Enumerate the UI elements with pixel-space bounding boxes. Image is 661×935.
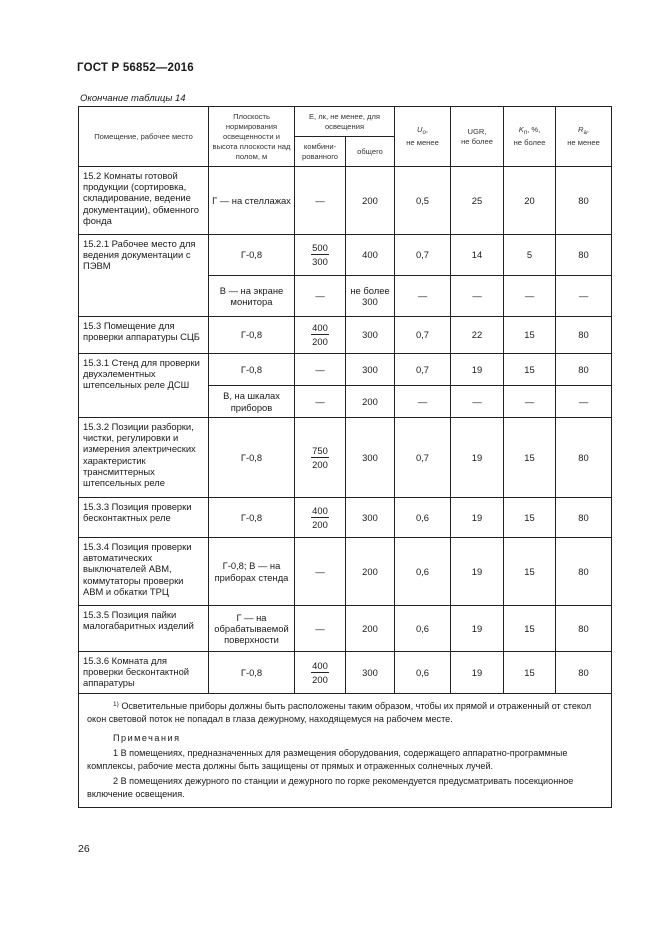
header-e-combined: комбини-рованного <box>295 137 346 167</box>
kp-cell: 15 <box>504 317 556 354</box>
kp-cell: 15 <box>504 498 556 538</box>
fraction-denominator: 200 <box>312 673 328 685</box>
kp-cell: — <box>504 386 556 418</box>
table-row <box>79 498 612 538</box>
ra-unit: , <box>586 125 589 134</box>
kp-cell: 15 <box>504 538 556 606</box>
e-general-cell: 200 <box>346 606 395 652</box>
lighting-norms-table <box>78 106 612 808</box>
ra-cell: 80 <box>556 354 612 386</box>
notes-row <box>79 694 612 808</box>
kp-cell: 5 <box>504 235 556 276</box>
ra-cell: 80 <box>556 538 612 606</box>
ugr-symbol: UGR, <box>467 126 487 136</box>
uo-cell: — <box>395 386 451 418</box>
kp-symbol: K <box>518 125 524 134</box>
table-row <box>79 317 612 354</box>
kp-sub: п <box>523 130 528 136</box>
uo-cell: 0,6 <box>395 652 451 694</box>
e-general-cell: 300 <box>346 498 395 538</box>
e-combined-cell: — <box>295 167 346 235</box>
uo-cell: 0,6 <box>395 538 451 606</box>
room-cell: 15.3.5 Позиция пайки малогабаритных изделий <box>79 606 209 652</box>
kp-label: не более <box>513 138 546 147</box>
ugr-cell: — <box>451 386 504 418</box>
e-combined-cell <box>295 418 346 498</box>
ra-cell: 80 <box>556 498 612 538</box>
plane-cell: Г-0,8; В — на приборах стенда <box>209 538 295 606</box>
kp-cell: — <box>504 276 556 317</box>
kp-unit: , %, <box>527 125 541 134</box>
header-e-general: общего <box>346 137 395 167</box>
fraction-numerator: 400 <box>312 659 328 671</box>
e-combined-fraction <box>311 660 329 685</box>
note-item: 2 В помещениях дежурного по станции и дежурного по горке рекомендуется предусматривать посекционное включение освещения. <box>87 776 574 799</box>
kp-cell: 20 <box>504 167 556 235</box>
header-room: Помещение, рабочее место <box>79 107 209 167</box>
ra-cell: 80 <box>556 167 612 235</box>
e-general-cell: 300 <box>346 354 395 386</box>
uo-cell: 0,5 <box>395 167 451 235</box>
fraction-denominator: 200 <box>312 518 328 530</box>
header-e-group: E, лк, не менее, для освещения <box>295 107 395 137</box>
ra-label: не менее <box>567 138 600 147</box>
ra-sub: a <box>583 130 587 136</box>
room-cell: 15.3.6 Комната для проверки бесконтактной аппаратуры <box>79 652 209 694</box>
e-general-cell: 200 <box>346 386 395 418</box>
room-cell: 15.2 Комнаты готовой продукции (сортировка, складирование, ведение документации), обменного фонда <box>79 167 209 235</box>
e-combined-cell <box>295 498 346 538</box>
plane-cell: Г-0,8 <box>209 418 295 498</box>
footnote-text: Осветительные приборы должны быть расположены таким образом, чтобы их прямой и отраженный от стекол окон световой поток не попадал в глаза дежурному, находящемуся на рабочем месте. <box>87 701 592 724</box>
e-general-cell: 200 <box>346 538 395 606</box>
ugr-cell: 22 <box>451 317 504 354</box>
notes-title: Примечания <box>113 733 181 743</box>
e-general-cell: не более 300 <box>346 276 395 317</box>
kp-cell: 15 <box>504 652 556 694</box>
table-row <box>79 235 612 276</box>
uo-sub: o <box>422 130 426 136</box>
table-row <box>79 606 612 652</box>
e-combined-cell: — <box>295 354 346 386</box>
ugr-cell: — <box>451 276 504 317</box>
e-combined-cell: — <box>295 538 346 606</box>
ugr-cell: 25 <box>451 167 504 235</box>
note-item: 1 В помещениях, предназначенных для размещения оборудования, содержащего аппаратно-программные комплексы, рабочие места должны быть защищены от прямых и отраженных солнечных лучей. <box>87 748 568 771</box>
table-row <box>79 538 612 606</box>
room-cell: 15.3.1 Стенд для проверки двухэлементных штепсельных реле ДСШ <box>79 354 209 418</box>
uo-cell: 0,6 <box>395 498 451 538</box>
fraction-numerator: 750 <box>312 444 328 456</box>
plane-cell: Г-0,8 <box>209 354 295 386</box>
table-row <box>79 354 612 386</box>
plane-cell: Г — на стеллажах <box>209 167 295 235</box>
header-uo: $U_o$, не менее <box>395 107 451 167</box>
ra-cell: 80 <box>556 652 612 694</box>
ugr-cell: 19 <box>451 418 504 498</box>
kp-cell: 15 <box>504 354 556 386</box>
kp-cell: 15 <box>504 418 556 498</box>
e-combined-cell <box>295 317 346 354</box>
plane-cell: В — на экране монитора <box>209 276 295 317</box>
fraction-denominator: 200 <box>312 458 328 470</box>
footnote-mark: 1) <box>113 701 119 708</box>
ra-cell: 80 <box>556 418 612 498</box>
table-row <box>79 167 612 235</box>
room-cell: 15.3.3 Позиция проверки бесконтактных реле <box>79 498 209 538</box>
e-combined-cell: — <box>295 276 346 317</box>
table-caption: Окончание таблицы 14 <box>80 93 186 104</box>
plane-cell: Г-0,8 <box>209 498 295 538</box>
plane-cell: Г — на обрабатываемой поверхности <box>209 606 295 652</box>
ugr-cell: 19 <box>451 354 504 386</box>
uo-cell: 0,6 <box>395 606 451 652</box>
e-combined-fraction <box>311 445 329 470</box>
ra-cell: 80 <box>556 317 612 354</box>
e-combined-cell: — <box>295 606 346 652</box>
fraction-numerator: 500 <box>312 242 328 254</box>
e-general-cell: 300 <box>346 317 395 354</box>
page-number: 26 <box>78 843 90 855</box>
uo-symbol: U <box>417 125 423 134</box>
uo-label: не менее <box>406 138 439 147</box>
room-cell: 15.3 Помещение для проверки аппаратуры СЦБ <box>79 317 209 354</box>
uo-cell: — <box>395 276 451 317</box>
e-combined-fraction <box>311 242 329 267</box>
e-combined-fraction <box>311 322 329 347</box>
e-general-cell: 300 <box>346 652 395 694</box>
e-general-cell: 200 <box>346 167 395 235</box>
fraction-numerator: 400 <box>312 504 328 516</box>
fraction-denominator: 300 <box>312 256 328 268</box>
ra-cell: 80 <box>556 235 612 276</box>
header-plane: Плоскость нормирования освещенности и высота плоскости над полом, м <box>209 107 295 167</box>
ra-symbol: R <box>578 125 584 134</box>
room-cell: 15.2.1 Рабочее место для ведения документации с ПЭВМ <box>79 235 209 317</box>
uo-cell: 0,7 <box>395 235 451 276</box>
header-ugr <box>451 107 504 167</box>
header-ra <box>556 107 612 167</box>
notes-cell <box>79 694 612 808</box>
e-general-cell: 400 <box>346 235 395 276</box>
e-combined-cell <box>295 652 346 694</box>
plane-cell: Г-0,8 <box>209 235 295 276</box>
ra-cell: 80 <box>556 606 612 652</box>
ra-cell: — <box>556 386 612 418</box>
ugr-cell: 19 <box>451 538 504 606</box>
footnote <box>87 698 606 726</box>
plane-cell: В, на шкалах приборов <box>209 386 295 418</box>
table-row <box>79 418 612 498</box>
plane-cell: Г-0,8 <box>209 317 295 354</box>
fraction-denominator: 200 <box>312 336 328 348</box>
uo-cell: 0,7 <box>395 354 451 386</box>
uo-cell: 0,7 <box>395 418 451 498</box>
fraction-numerator: 400 <box>312 322 328 334</box>
plane-cell: Г-0,8 <box>209 652 295 694</box>
e-general-cell: 300 <box>346 418 395 498</box>
kp-cell: 15 <box>504 606 556 652</box>
e-combined-fraction <box>311 505 329 530</box>
room-cell: 15.3.2 Позиции разборки, чистки, регулировки и измерения электрических характеристик трансмиттерных штепсельных реле <box>79 418 209 498</box>
ugr-cell: 19 <box>451 652 504 694</box>
uo-cell: 0,7 <box>395 317 451 354</box>
header-kp <box>504 107 556 167</box>
ugr-cell: 19 <box>451 606 504 652</box>
ugr-cell: 19 <box>451 498 504 538</box>
ugr-label: не более <box>461 136 493 146</box>
e-combined-cell <box>295 235 346 276</box>
document-header: ГОСТ Р 56852—2016 <box>77 62 194 74</box>
ra-cell: — <box>556 276 612 317</box>
table-row <box>79 652 612 694</box>
ugr-cell: 14 <box>451 235 504 276</box>
room-cell: 15.3.4 Позиция проверки автоматических выключателей АВМ, коммутаторы проверки АВМ и обкатки ТРЦ <box>79 538 209 606</box>
e-combined-cell: — <box>295 386 346 418</box>
